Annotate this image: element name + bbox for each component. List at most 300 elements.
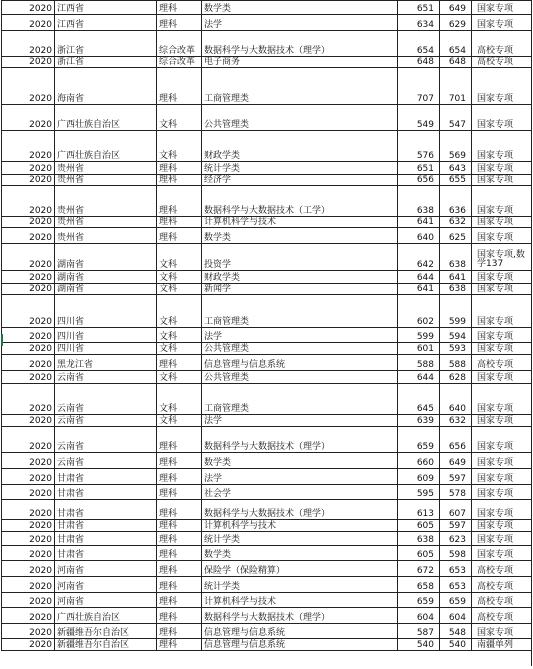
- cell-kelei[interactable]: [156, 624, 201, 638]
- cell-year[interactable]: [1, 427, 54, 452]
- cell-kelei[interactable]: [156, 284, 201, 294]
- cell-kelei[interactable]: [156, 31, 201, 56]
- major-text: 法学: [204, 474, 223, 484]
- s2-text: 548: [448, 628, 466, 638]
- cell-prov[interactable]: [54, 284, 156, 294]
- cell-type[interactable]: [471, 355, 532, 370]
- cell-s1[interactable]: [397, 244, 439, 270]
- cell-s1[interactable]: [397, 68, 439, 104]
- cell-prov[interactable]: [54, 355, 156, 370]
- cell-kelei[interactable]: [156, 371, 201, 383]
- cell-major[interactable]: [201, 608, 397, 623]
- cell-major[interactable]: [201, 15, 397, 30]
- s1-text: 540: [416, 640, 434, 650]
- cell-type[interactable]: [471, 546, 532, 560]
- major-text: 数学类: [204, 233, 232, 243]
- cell-s2[interactable]: [439, 427, 471, 452]
- cell-kelei[interactable]: [156, 15, 201, 30]
- cell-year[interactable]: [1, 1, 54, 14]
- cell-s2[interactable]: [439, 15, 471, 30]
- cell-year[interactable]: [1, 57, 54, 67]
- cell-prov[interactable]: [54, 295, 156, 327]
- cell-type[interactable]: [471, 131, 532, 161]
- cell-type[interactable]: [471, 217, 532, 227]
- cell-year[interactable]: [1, 175, 54, 185]
- cell-prov[interactable]: [54, 175, 156, 185]
- cell-year[interactable]: [1, 561, 54, 576]
- cell-s1[interactable]: [397, 532, 439, 545]
- cell-year[interactable]: [1, 271, 54, 283]
- cell-type[interactable]: [471, 427, 532, 452]
- cell-prov[interactable]: [54, 15, 156, 30]
- cell-major[interactable]: [201, 546, 397, 560]
- cell-prov[interactable]: [54, 384, 156, 414]
- cell-prov[interactable]: [54, 561, 156, 576]
- cell-major[interactable]: [201, 384, 397, 414]
- cell-s1[interactable]: [397, 371, 439, 383]
- cell-s2[interactable]: [439, 453, 471, 468]
- cell-prov[interactable]: [54, 624, 156, 638]
- cell-type[interactable]: [471, 639, 532, 650]
- major-text: 数学类: [204, 550, 232, 560]
- cell-major[interactable]: [201, 371, 397, 383]
- cell-type[interactable]: [471, 295, 532, 327]
- cell-prov[interactable]: [54, 228, 156, 243]
- cell-major[interactable]: [201, 593, 397, 607]
- table-row: [1, 532, 532, 546]
- cell-type[interactable]: [471, 343, 532, 354]
- cell-year[interactable]: [1, 624, 54, 638]
- s1-text: 651: [416, 164, 434, 174]
- cell-s1[interactable]: [397, 427, 439, 452]
- cell-year[interactable]: [1, 577, 54, 592]
- s1-text: 576: [416, 151, 434, 161]
- major-text: 数据科学与大数据技术（理学）: [204, 46, 331, 56]
- cell-year[interactable]: [1, 608, 54, 623]
- cell-prov[interactable]: [54, 500, 156, 519]
- year-text: 2020: [29, 550, 52, 560]
- cell-kelei[interactable]: [156, 546, 201, 560]
- cell-type[interactable]: [471, 384, 532, 414]
- cell-s1[interactable]: [397, 355, 439, 370]
- prov-text: 贵州省: [57, 206, 85, 216]
- cell-s2[interactable]: [439, 500, 471, 519]
- cell-s2[interactable]: [439, 577, 471, 592]
- cell-kelei[interactable]: [156, 271, 201, 283]
- cell-kelei[interactable]: [156, 175, 201, 185]
- cell-major[interactable]: [201, 31, 397, 56]
- cell-s1[interactable]: [397, 520, 439, 531]
- cell-s1[interactable]: [397, 105, 439, 130]
- cell-s1[interactable]: [397, 624, 439, 638]
- cell-type[interactable]: [471, 57, 532, 67]
- cell-year[interactable]: [1, 415, 54, 426]
- cell-kelei[interactable]: [156, 295, 201, 327]
- cell-s2[interactable]: [439, 593, 471, 607]
- cell-s1[interactable]: [397, 217, 439, 227]
- cell-s2[interactable]: [439, 415, 471, 426]
- cell-kelei[interactable]: [156, 244, 201, 270]
- cell-prov[interactable]: [54, 57, 156, 67]
- cell-type[interactable]: [471, 532, 532, 545]
- cell-s2[interactable]: [439, 532, 471, 545]
- cell-prov[interactable]: [54, 485, 156, 499]
- cell-year[interactable]: [1, 295, 54, 327]
- cell-year[interactable]: [1, 546, 54, 560]
- cell-year[interactable]: [1, 500, 54, 519]
- cell-type[interactable]: [471, 175, 532, 185]
- cell-prov[interactable]: [54, 469, 156, 484]
- prov-text: 湖南省: [57, 273, 85, 283]
- cell-type[interactable]: [471, 561, 532, 576]
- cell-year[interactable]: [1, 371, 54, 383]
- cell-prov[interactable]: [54, 520, 156, 531]
- cell-major[interactable]: [201, 639, 397, 650]
- prov-text: 甘肃省: [57, 474, 85, 484]
- cell-type[interactable]: [471, 608, 532, 623]
- table-row: [1, 244, 532, 271]
- cell-s1[interactable]: [397, 500, 439, 519]
- cell-prov[interactable]: [54, 532, 156, 545]
- cell-s2[interactable]: [439, 57, 471, 67]
- s2-text: 593: [448, 344, 466, 354]
- cell-prov[interactable]: [54, 217, 156, 227]
- cell-s1[interactable]: [397, 453, 439, 468]
- cell-kelei[interactable]: [156, 639, 201, 650]
- cell-major[interactable]: [201, 57, 397, 67]
- cell-major[interactable]: [201, 561, 397, 576]
- s2-text: 659: [448, 597, 466, 607]
- cell-s1[interactable]: [397, 469, 439, 484]
- type-text: 国家专项: [477, 344, 514, 354]
- cell-s1[interactable]: [397, 57, 439, 67]
- cell-year[interactable]: [1, 453, 54, 468]
- cell-kelei[interactable]: [156, 415, 201, 426]
- cell-kelei[interactable]: [156, 186, 201, 216]
- cell-type[interactable]: [471, 271, 532, 283]
- s1-text: 644: [416, 273, 434, 283]
- cell-major[interactable]: [201, 105, 397, 130]
- cell-year[interactable]: [1, 244, 54, 270]
- cell-type[interactable]: [471, 284, 532, 294]
- major-text: 计算机科学与技术: [204, 521, 277, 531]
- cell-major[interactable]: [201, 131, 397, 161]
- cell-prov[interactable]: [54, 328, 156, 342]
- cell-s2[interactable]: [439, 131, 471, 161]
- cell-s2[interactable]: [439, 328, 471, 342]
- cell-s2[interactable]: [439, 284, 471, 294]
- cell-s1[interactable]: [397, 639, 439, 650]
- cell-s2[interactable]: [439, 31, 471, 56]
- cell-s1[interactable]: [397, 228, 439, 243]
- major-text: 信息管理与信息系统: [204, 628, 286, 638]
- cell-kelei[interactable]: [156, 343, 201, 354]
- cell-s1[interactable]: [397, 577, 439, 592]
- cell-prov[interactable]: [54, 577, 156, 592]
- cell-type[interactable]: [471, 500, 532, 519]
- cell-s2[interactable]: [439, 68, 471, 104]
- cell-major[interactable]: [201, 469, 397, 484]
- cell-prov[interactable]: [54, 427, 156, 452]
- cell-s2[interactable]: [439, 561, 471, 576]
- cell-major[interactable]: [201, 520, 397, 531]
- cell-s2[interactable]: [439, 355, 471, 370]
- cell-s1[interactable]: [397, 561, 439, 576]
- s2-text: 623: [448, 535, 466, 545]
- cell-prov[interactable]: [54, 68, 156, 104]
- cell-year[interactable]: [1, 105, 54, 130]
- cell-year[interactable]: [1, 639, 54, 650]
- cell-prov[interactable]: [54, 1, 156, 14]
- cell-kelei[interactable]: [156, 131, 201, 161]
- cell-s1[interactable]: [397, 343, 439, 354]
- cell-s2[interactable]: [439, 608, 471, 623]
- cell-prov[interactable]: [54, 162, 156, 174]
- cell-s1[interactable]: [397, 162, 439, 174]
- kelei-text: 文科: [159, 416, 178, 426]
- cell-s2[interactable]: [439, 1, 471, 14]
- cell-year[interactable]: [1, 384, 54, 414]
- table-row: [1, 186, 532, 217]
- cell-type[interactable]: [471, 244, 532, 270]
- cell-s2[interactable]: [439, 175, 471, 185]
- cell-kelei[interactable]: [156, 453, 201, 468]
- cell-major[interactable]: [201, 217, 397, 227]
- s2-text: 632: [448, 416, 466, 426]
- cell-s1[interactable]: [397, 175, 439, 185]
- cell-kelei[interactable]: [156, 500, 201, 519]
- s1-text: 641: [416, 284, 434, 294]
- cell-kelei[interactable]: [156, 1, 201, 14]
- cell-prov[interactable]: [54, 371, 156, 383]
- cell-type[interactable]: [471, 593, 532, 607]
- cell-prov[interactable]: [54, 186, 156, 216]
- cell-type[interactable]: [471, 577, 532, 592]
- s1-text: 651: [416, 4, 434, 14]
- cell-s1[interactable]: [397, 31, 439, 56]
- cell-kelei[interactable]: [156, 608, 201, 623]
- cell-kelei[interactable]: [156, 328, 201, 342]
- cell-prov[interactable]: [54, 343, 156, 354]
- cell-type[interactable]: [471, 520, 532, 531]
- cell-year[interactable]: [1, 532, 54, 545]
- cell-kelei[interactable]: [156, 68, 201, 104]
- cell-major[interactable]: [201, 162, 397, 174]
- cell-s1[interactable]: [397, 608, 439, 623]
- type-text: 国家专项: [477, 151, 514, 161]
- cell-prov[interactable]: [54, 131, 156, 161]
- cell-major[interactable]: [201, 532, 397, 545]
- cell-year[interactable]: [1, 162, 54, 174]
- cell-s2[interactable]: [439, 105, 471, 130]
- cell-type[interactable]: [471, 15, 532, 30]
- cell-s2[interactable]: [439, 244, 471, 270]
- cell-year[interactable]: [1, 284, 54, 294]
- cell-prov[interactable]: [54, 593, 156, 607]
- cell-major[interactable]: [201, 175, 397, 185]
- cell-s2[interactable]: [439, 520, 471, 531]
- cell-year[interactable]: [1, 68, 54, 104]
- cell-s2[interactable]: [439, 228, 471, 243]
- cell-major[interactable]: [201, 624, 397, 638]
- cell-s2[interactable]: [439, 343, 471, 354]
- cell-major[interactable]: [201, 228, 397, 243]
- cell-prov[interactable]: [54, 31, 156, 56]
- cell-type[interactable]: [471, 624, 532, 638]
- cell-s2[interactable]: [439, 624, 471, 638]
- cell-major[interactable]: [201, 500, 397, 519]
- cell-major[interactable]: [201, 68, 397, 104]
- cell-kelei[interactable]: [156, 577, 201, 592]
- cell-type[interactable]: [471, 485, 532, 499]
- cell-major[interactable]: [201, 343, 397, 354]
- table-row: [1, 31, 532, 57]
- cell-year[interactable]: [1, 355, 54, 370]
- cell-kelei[interactable]: [156, 57, 201, 67]
- table-row: [1, 520, 532, 532]
- cell-type[interactable]: [471, 68, 532, 104]
- cell-year[interactable]: [1, 186, 54, 216]
- major-text: 财政学类: [204, 273, 241, 283]
- s1-text: 707: [416, 94, 434, 104]
- cell-prov[interactable]: [54, 639, 156, 650]
- cell-year[interactable]: [1, 520, 54, 531]
- cell-kelei[interactable]: [156, 532, 201, 545]
- cell-s2[interactable]: [439, 485, 471, 499]
- cell-s2[interactable]: [439, 639, 471, 650]
- cell-s1[interactable]: [397, 131, 439, 161]
- cell-s2[interactable]: [439, 384, 471, 414]
- cell-major[interactable]: [201, 284, 397, 294]
- cell-s2[interactable]: [439, 186, 471, 216]
- cell-major[interactable]: [201, 415, 397, 426]
- s1-text: 588: [416, 360, 434, 370]
- cell-major[interactable]: [201, 244, 397, 270]
- cell-major[interactable]: [201, 328, 397, 342]
- cell-type[interactable]: [471, 105, 532, 130]
- cell-s2[interactable]: [439, 217, 471, 227]
- cell-prov[interactable]: [54, 453, 156, 468]
- cell-major[interactable]: [201, 295, 397, 327]
- cell-year[interactable]: [1, 593, 54, 607]
- cell-s2[interactable]: [439, 469, 471, 484]
- cell-s1[interactable]: [397, 415, 439, 426]
- cell-s2[interactable]: [439, 295, 471, 327]
- cell-s1[interactable]: [397, 384, 439, 414]
- cell-year[interactable]: [1, 31, 54, 56]
- cell-kelei[interactable]: [156, 469, 201, 484]
- cell-s1[interactable]: [397, 271, 439, 283]
- cell-year[interactable]: [1, 485, 54, 499]
- cell-year[interactable]: [1, 343, 54, 354]
- cell-major[interactable]: [201, 1, 397, 14]
- cell-s1[interactable]: [397, 328, 439, 342]
- cell-year[interactable]: [1, 15, 54, 30]
- cell-year[interactable]: [1, 228, 54, 243]
- cell-s1[interactable]: [397, 1, 439, 14]
- year-text: 2020: [29, 217, 52, 227]
- year-text: 2020: [29, 317, 52, 327]
- cell-type[interactable]: [471, 162, 532, 174]
- cell-kelei[interactable]: [156, 355, 201, 370]
- selected-row-marker: [1, 334, 3, 346]
- cell-year[interactable]: [1, 217, 54, 227]
- cell-major[interactable]: [201, 427, 397, 452]
- cell-s1[interactable]: [397, 295, 439, 327]
- cell-year[interactable]: [1, 328, 54, 342]
- cell-type[interactable]: [471, 415, 532, 426]
- cell-prov[interactable]: [54, 244, 156, 270]
- cell-kelei[interactable]: [156, 162, 201, 174]
- cell-s1[interactable]: [397, 186, 439, 216]
- cell-s1[interactable]: [397, 15, 439, 30]
- cell-prov[interactable]: [54, 608, 156, 623]
- s1-text: 634: [416, 20, 434, 30]
- cell-type[interactable]: [471, 453, 532, 468]
- major-text: 统计学类: [204, 164, 241, 174]
- cell-s2[interactable]: [439, 162, 471, 174]
- cell-major[interactable]: [201, 271, 397, 283]
- s2-text: 641: [448, 273, 466, 283]
- cell-kelei[interactable]: [156, 384, 201, 414]
- cell-prov[interactable]: [54, 271, 156, 283]
- major-text: 工商管理类: [204, 317, 250, 327]
- table-row: [1, 162, 532, 175]
- cell-s1[interactable]: [397, 593, 439, 607]
- type-text: 国家专项: [477, 628, 514, 638]
- type-text: 国家专项: [477, 489, 514, 499]
- cell-type[interactable]: [471, 371, 532, 383]
- cell-s2[interactable]: [439, 371, 471, 383]
- prov-text: 甘肃省: [57, 509, 85, 519]
- cell-major[interactable]: [201, 485, 397, 499]
- cell-major[interactable]: [201, 186, 397, 216]
- cell-type[interactable]: [471, 228, 532, 243]
- cell-type[interactable]: [471, 328, 532, 342]
- kelei-text: 理科: [159, 597, 178, 607]
- cell-major[interactable]: [201, 453, 397, 468]
- cell-type[interactable]: [471, 469, 532, 484]
- cell-type[interactable]: [471, 1, 532, 14]
- cell-s2[interactable]: [439, 271, 471, 283]
- cell-s1[interactable]: [397, 485, 439, 499]
- cell-prov[interactable]: [54, 546, 156, 560]
- cell-prov[interactable]: [54, 105, 156, 130]
- cell-kelei[interactable]: [156, 520, 201, 531]
- cell-kelei[interactable]: [156, 593, 201, 607]
- cell-kelei[interactable]: [156, 228, 201, 243]
- cell-type[interactable]: [471, 186, 532, 216]
- table-row: [1, 284, 532, 295]
- cell-s1[interactable]: [397, 284, 439, 294]
- cell-kelei[interactable]: [156, 561, 201, 576]
- table-row: [1, 415, 532, 427]
- cell-type[interactable]: [471, 31, 532, 56]
- cell-s2[interactable]: [439, 546, 471, 560]
- cell-year[interactable]: [1, 131, 54, 161]
- major-text: 数据科学与大数据技术（理学）: [204, 509, 331, 519]
- cell-kelei[interactable]: [156, 105, 201, 130]
- cell-major[interactable]: [201, 355, 397, 370]
- cell-kelei[interactable]: [156, 217, 201, 227]
- cell-kelei[interactable]: [156, 427, 201, 452]
- cell-kelei[interactable]: [156, 485, 201, 499]
- cell-prov[interactable]: [54, 415, 156, 426]
- cell-year[interactable]: [1, 469, 54, 484]
- cell-major[interactable]: [201, 577, 397, 592]
- cell-s1[interactable]: [397, 546, 439, 560]
- kelei-text: 文科: [159, 373, 178, 383]
